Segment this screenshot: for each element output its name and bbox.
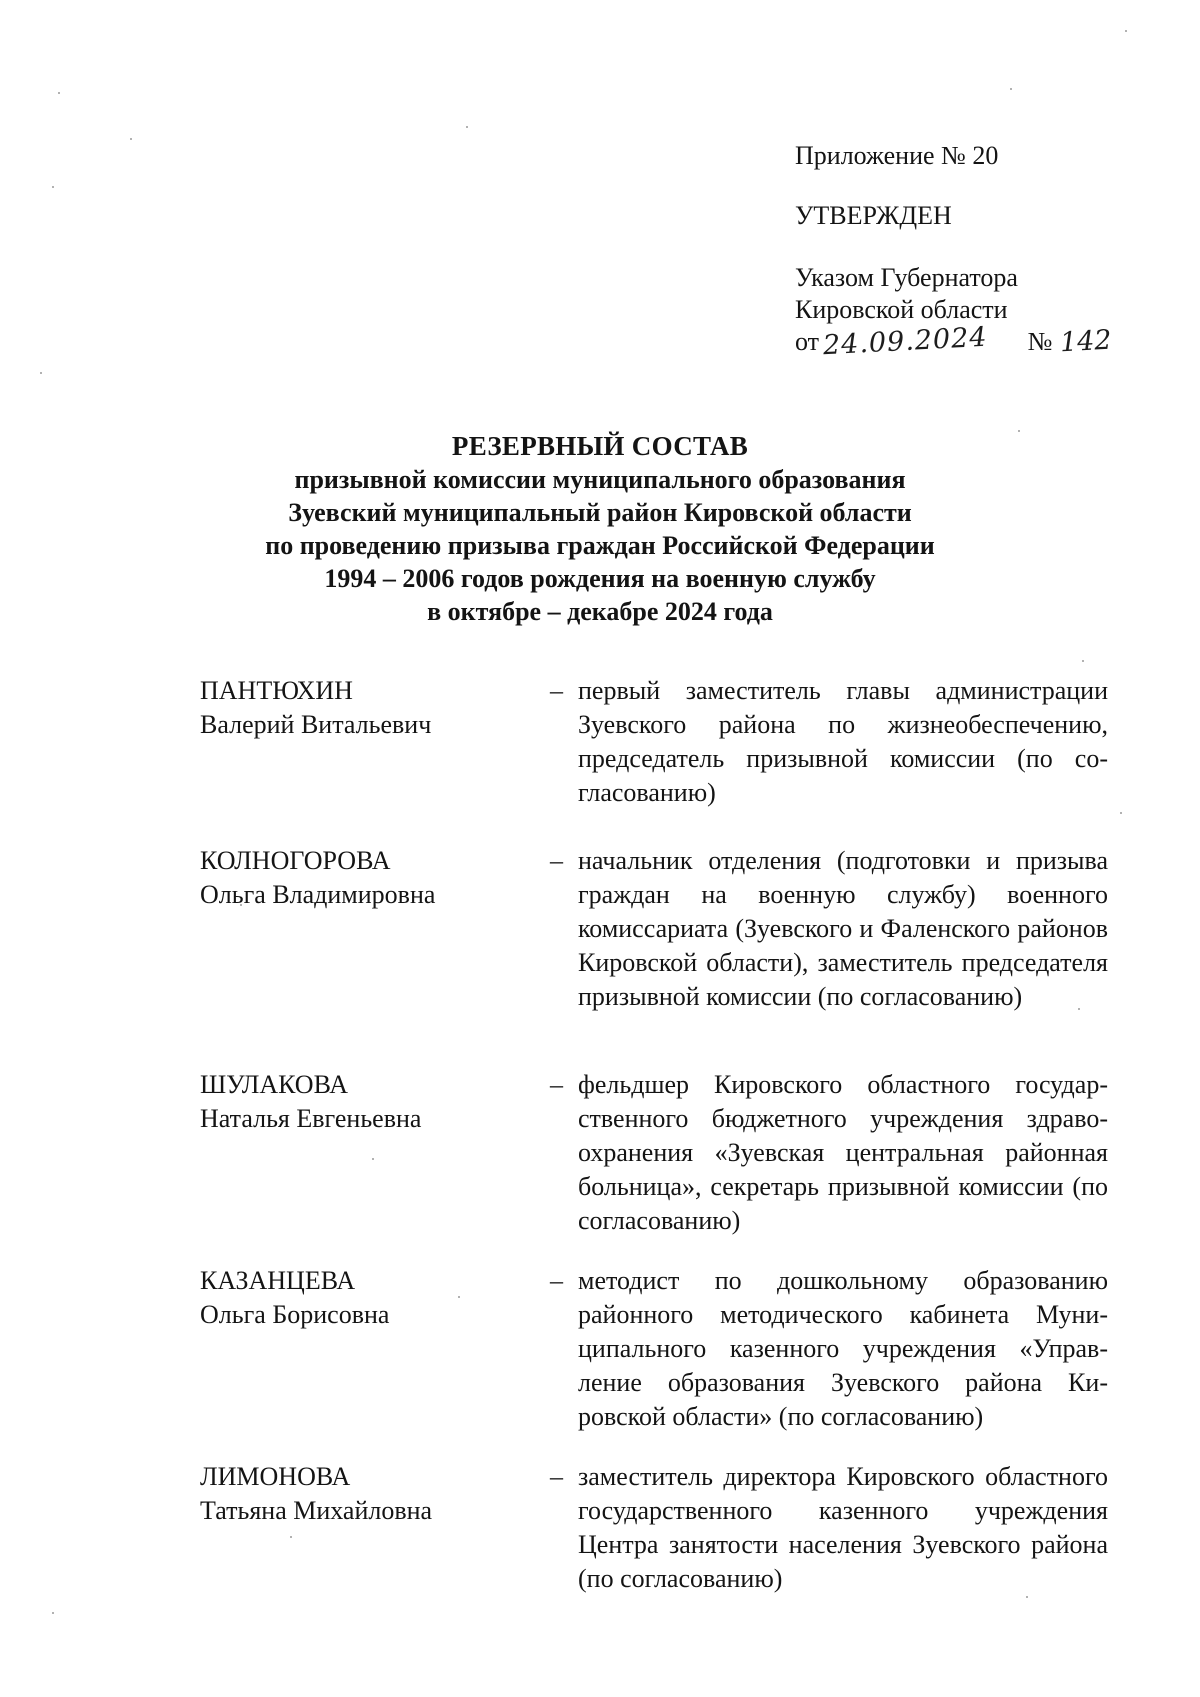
member-surname: ШУЛАКОВА	[200, 1070, 349, 1099]
date-prefix: от	[795, 327, 820, 356]
scan-speck	[58, 92, 60, 94]
scan-speck	[52, 1612, 54, 1614]
member-entry	[200, 1264, 1120, 1460]
decree-date-line	[795, 321, 1113, 362]
member-surname: ПАНТЮХИН	[200, 676, 353, 705]
member-role: первый заместитель главы администрации Зуевского района по жизнеобеспечению, председатель призывной комиссии (по согласованию)	[578, 676, 1108, 807]
document-title	[140, 430, 1060, 628]
title-line-3: по проведению призыва граждан Российской Федерации	[265, 531, 935, 560]
scan-speck	[52, 186, 54, 188]
member-dash: –	[550, 1266, 563, 1295]
scan-speck	[1120, 812, 1122, 814]
members-list	[200, 674, 1120, 1620]
scan-speck	[130, 138, 132, 140]
member-entry	[200, 1460, 1120, 1620]
member-dash: –	[550, 1462, 563, 1491]
member-given-name: Татьяна Михайловна	[200, 1496, 433, 1525]
member-given-name: Ольга Владимировна	[200, 880, 436, 909]
member-name	[200, 1264, 530, 1332]
title-line-4: 1994 – 2006 годов рождения на военную службу	[324, 564, 876, 593]
appendix-label: Приложение № 20	[795, 141, 999, 170]
title-main: РЕЗЕРВНЫЙ СОСТАВ	[451, 431, 749, 461]
member-role: методист по дошкольному образованию районного методического кабинета Муниципального казенного учреждения «Управление образования Зуевского района Кировской области» (по согласованию)	[578, 1266, 1108, 1431]
member-role: фельдшер Кировского областного государственного бюджетного учреждения здравоохранения «Зуевская центральная районная больница», секретарь призывной комиссии (по согласованию)	[578, 1070, 1108, 1235]
member-name	[200, 1460, 530, 1528]
member-role: заместитель директора Кировского областного государственного казенного учреждения Центра занятости населения Зуевского района (по согласованию)	[578, 1462, 1108, 1593]
member-entry	[200, 1068, 1120, 1264]
member-given-name: Ольга Борисовна	[200, 1300, 390, 1329]
title-line-1: призывной комиссии муниципального образования	[294, 465, 906, 494]
member-given-name: Валерий Витальевич	[200, 710, 432, 739]
decree-line-1: Указом Губернатора	[795, 263, 1018, 292]
member-role: начальник отделения (подготовки и призыва граждан на военную службу) военного комиссариата (Зуевского и Фаленского районов Кировской области), заместитель председателя призывной комиссии (по согласованию)	[578, 846, 1108, 1011]
member-dash: –	[550, 676, 563, 705]
approval-block	[795, 140, 1113, 362]
scan-speck	[1125, 30, 1127, 32]
member-entry	[200, 844, 1120, 1068]
scan-speck	[40, 372, 42, 374]
member-given-name: Наталья Евгеньевна	[200, 1104, 422, 1133]
member-name	[200, 1068, 530, 1136]
scan-speck	[1082, 660, 1084, 662]
scan-speck	[1010, 88, 1012, 90]
handwritten-date: 24.09.2024	[822, 321, 989, 362]
number-prefix: №	[1027, 327, 1053, 356]
handwritten-number: 142	[1059, 324, 1113, 359]
member-dash: –	[550, 1070, 563, 1099]
decree-line-2: Кировской области	[795, 295, 1008, 324]
member-surname: КОЛНОГОРОВА	[200, 846, 391, 875]
approved-label: УТВЕРЖДЕН	[795, 201, 952, 230]
member-surname: ЛИМОНОВА	[200, 1462, 351, 1491]
title-line-2: Зуевский муниципальный район Кировской области	[288, 498, 912, 527]
title-line-5: в октябре – декабре 2024 года	[427, 597, 773, 626]
member-name	[200, 844, 530, 912]
member-name	[200, 674, 530, 742]
member-surname: КАЗАНЦЕВА	[200, 1266, 356, 1295]
member-entry	[200, 674, 1120, 844]
scan-speck	[466, 126, 468, 128]
member-dash: –	[550, 846, 563, 875]
